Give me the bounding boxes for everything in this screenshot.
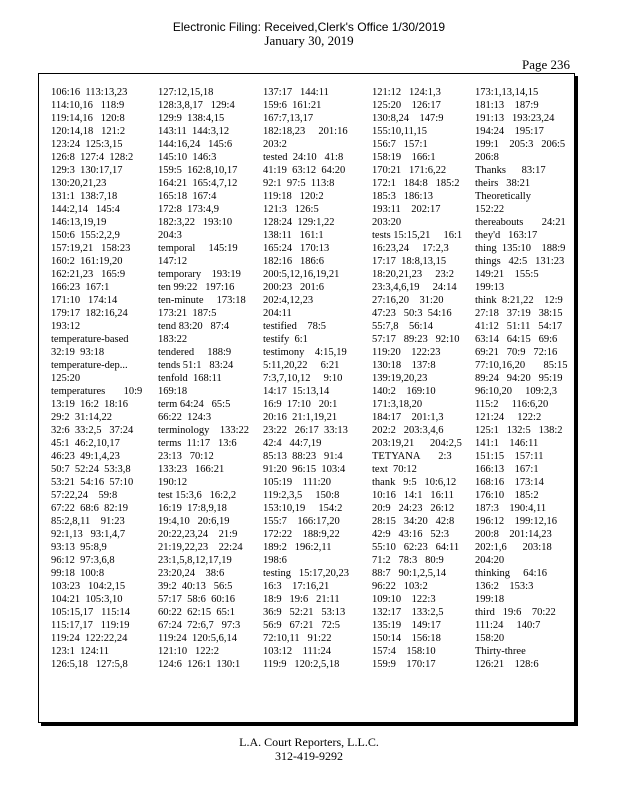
index-entry: 204:11 xyxy=(263,308,292,319)
index-entry: 169:18 xyxy=(158,386,188,397)
index-entry: tested 24:10 41:8 xyxy=(263,152,344,163)
index-entry: 92:1,13 93:1,4,7 xyxy=(51,529,126,540)
index-entry: terminology 133:22 xyxy=(158,425,249,436)
index-entry: 57:17 89:23 92:10 xyxy=(372,334,460,345)
filing-date-line: January 30, 2019 xyxy=(264,33,354,48)
index-entry: 121:24 122:2 xyxy=(475,412,542,423)
index-entry: 206:8 xyxy=(475,152,499,163)
index-entry: 158:19 166:1 xyxy=(372,152,436,163)
index-entry: 144:2,14 145:4 xyxy=(51,204,120,215)
index-entry: 147:12 xyxy=(158,256,188,267)
index-entry: TETYANA 2:3 xyxy=(372,451,452,462)
index-entry: 121:12 124:1,3 xyxy=(372,87,441,98)
index-entry: 143:11 144:3,12 xyxy=(158,126,230,137)
footer-company: L.A. Court Reporters, L.L.C. xyxy=(239,735,379,749)
index-entry: 191:13 193:23,24 xyxy=(475,113,555,124)
index-entry: 56:9 67:21 72:5 xyxy=(263,620,341,631)
index-entry: 71:2 78:3 80:9 xyxy=(372,555,444,566)
index-entry: 130:18 137:8 xyxy=(372,360,436,371)
index-entry: tests 15:15,21 16:1 xyxy=(372,230,463,241)
index-entry: 144:16,24 145:6 xyxy=(158,139,233,150)
index-entry: 172:8 173:4,9 xyxy=(158,204,219,215)
index-entry: testified 78:5 xyxy=(263,321,326,332)
index-entry: 160:2 161:19,20 xyxy=(51,256,123,267)
index-entry: text 70:12 xyxy=(372,464,417,475)
index-entry: testify 6:1 xyxy=(263,334,308,345)
index-entry: 32:19 93:18 xyxy=(51,347,105,358)
index-entry: ten-minute 173:18 xyxy=(158,295,246,306)
index-entry: 36:9 52:21 53:13 xyxy=(263,607,346,618)
index-entry: 13:19 16:2 18:16 xyxy=(51,399,129,410)
index-entry: 18:20,21,23 23:2 xyxy=(372,269,454,280)
index-entry: 46:23 49:1,4,23 xyxy=(51,451,120,462)
index-entry: 170:21 171:6,22 xyxy=(372,165,447,176)
index-entry: 153:10,19 154:2 xyxy=(263,503,343,514)
index-entry: 88:7 90:1,2,5,14 xyxy=(372,568,447,579)
index-entry: 140:2 169:10 xyxy=(372,386,436,397)
index-entry: 162:21,23 165:9 xyxy=(51,269,126,280)
index-entry: 96:10,20 109:2,3 xyxy=(475,386,557,397)
index-entry: 23:13 70:12 xyxy=(158,451,214,462)
index-column-3 xyxy=(263,86,367,716)
index-entry: temporal 145:19 xyxy=(158,243,238,254)
index-entry: 194:24 195:17 xyxy=(475,126,544,137)
index-entry: 50:7 52:24 53:3,8 xyxy=(51,464,131,475)
index-entry: 16:19 17:8,9,18 xyxy=(158,503,227,514)
index-entry: theirs 38:21 xyxy=(475,178,531,189)
index-entry: 119:24 122:22,24 xyxy=(51,633,128,644)
index-entry: 167:7,13,17 xyxy=(263,113,314,124)
index-entry: 42:4 44:7,19 xyxy=(263,438,322,449)
index-entry: 67:24 72:6,7 97:3 xyxy=(158,620,241,631)
index-entry: 126:8 127:4 128:2 xyxy=(51,152,134,163)
index-entry: tendered 188:9 xyxy=(158,347,232,358)
index-entry: Thanks 83:17 xyxy=(475,165,546,176)
index-entry: 173:1,13,14,15 xyxy=(475,87,539,98)
index-entry: 119:24 120:5,6,14 xyxy=(158,633,237,644)
index-box xyxy=(38,73,575,723)
index-entry: 72:10,11 91:22 xyxy=(263,633,332,644)
index-entry: 91:20 96:15 103:4 xyxy=(263,464,346,475)
index-entry: 63:14 64:15 69:6 xyxy=(475,334,558,345)
index-entry: 129:3 130:17,17 xyxy=(51,165,123,176)
index-entry: thing 135:10 188:9 xyxy=(475,243,566,254)
index-entry: 158:20 xyxy=(475,633,505,644)
page-number: Page 236 xyxy=(521,57,570,72)
index-entry: testimony 4:15,19 xyxy=(263,347,347,358)
index-entry: 115:2 116:6,20 xyxy=(475,399,549,410)
filing-header xyxy=(0,20,618,48)
index-entry: 29:2 31:14,22 xyxy=(51,412,112,423)
index-entry: 105:15,17 115:14 xyxy=(51,607,130,618)
index-entry: 203:20 xyxy=(372,217,402,228)
index-entry: ten 99:22 197:16 xyxy=(158,282,235,293)
index-entry: 152:22 xyxy=(475,204,505,215)
index-entry: 14:17 15:13,14 xyxy=(263,386,330,397)
index-entry: 45:1 46:2,10,17 xyxy=(51,438,120,449)
index-entry: 150:14 156:18 xyxy=(372,633,441,644)
index-entry: 130:8,24 147:9 xyxy=(372,113,444,124)
index-entry: 155:7 166:17,20 xyxy=(263,516,340,527)
index-column-1 xyxy=(51,86,145,716)
index-entry: 183:22 xyxy=(158,334,188,345)
index-entry: 193:11 202:17 xyxy=(372,204,441,215)
index-entry: term 64:24 65:5 xyxy=(158,399,231,410)
index-entry: third 19:6 70:22 xyxy=(475,607,556,618)
index-entry: 105:19 111:20 xyxy=(263,477,332,488)
index-entry: 128:3,8,17 129:4 xyxy=(158,100,235,111)
index-entry: 127:12,15,18 xyxy=(158,87,214,98)
index-entry: 168:16 173:14 xyxy=(475,477,544,488)
index-entry: 132:17 133:2,5 xyxy=(372,607,444,618)
index-entry: 96:12 97:3,6,8 xyxy=(51,555,115,566)
index-entry: 85:13 88:23 91:4 xyxy=(263,451,343,462)
index-entry: tenfold 168:11 xyxy=(158,373,222,384)
index-entry: 109:10 122:3 xyxy=(372,594,436,605)
index-entry: 55:10 62:23 64:11 xyxy=(372,542,460,553)
index-entry: 121:3 126:5 xyxy=(263,204,319,215)
index-entry: 164:21 165:4,7,12 xyxy=(158,178,238,189)
index-entry: 99:18 100:8 xyxy=(51,568,105,579)
index-entry: test 15:3,6 16:2,2 xyxy=(158,490,237,501)
index-entry: 135:19 149:17 xyxy=(372,620,441,631)
index-entry: 150:6 155:2,2,9 xyxy=(51,230,120,241)
index-entry: 125:20 126:17 xyxy=(372,100,441,111)
index-entry: terms 11:17 13:6 xyxy=(158,438,237,449)
index-entry: 203:19,21 204:2,5 xyxy=(372,438,462,449)
index-entry: 89:24 94:20 95:19 xyxy=(475,373,563,384)
index-entry: 138:11 161:1 xyxy=(263,230,324,241)
index-entry: 66:22 124:3 xyxy=(158,412,212,423)
index-entry: Theoretically xyxy=(475,191,531,202)
index-entry: 67:22 68:6 82:19 xyxy=(51,503,129,514)
index-entry: 131:1 138:7,18 xyxy=(51,191,118,202)
index-entry: 182:16 186:6 xyxy=(263,256,324,267)
index-entry: 200:8 201:14,23 xyxy=(475,529,552,540)
index-entry: 103:12 111:24 xyxy=(263,646,332,657)
index-entry: 85:2,8,11 91:23 xyxy=(51,516,125,527)
index-entry: 204:3 xyxy=(158,230,182,241)
index-entry: 5:11,20,22 6:21 xyxy=(263,360,340,371)
index-entry: 176:10 185:2 xyxy=(475,490,539,501)
index-entry: 137:17 144:11 xyxy=(263,87,329,98)
index-entry: thereabouts 24:21 xyxy=(475,217,566,228)
index-entry: 41:12 51:11 54:17 xyxy=(475,321,563,332)
index-entry: 16:3 17:16,21 xyxy=(263,581,330,592)
index-entry: temperatures 10:9 xyxy=(51,386,143,397)
index-entry: temporary 193:19 xyxy=(158,269,241,280)
index-entry: 165:18 167:4 xyxy=(158,191,217,202)
index-entry: 199:1 205:3 206:5 xyxy=(475,139,566,150)
index-entry: they'd 163:17 xyxy=(475,230,538,241)
index-entry: 139:19,20,23 xyxy=(372,373,428,384)
index-entry: 199:13 xyxy=(475,282,505,293)
index-entry: 198:6 xyxy=(263,555,287,566)
index-entry: think 8:21,22 12:9 xyxy=(475,295,563,306)
index-entry: 103:23 104:2,15 xyxy=(51,581,126,592)
index-entry: 47:23 50:3 54:16 xyxy=(372,308,452,319)
index-entry: 156:7 157:1 xyxy=(372,139,428,150)
index-entry: 202:2 203:3,4,6 xyxy=(372,425,444,436)
index-entry: 204:20 xyxy=(475,555,505,566)
index-entry: 23:20,24 38:6 xyxy=(158,568,225,579)
index-entry: 10:16 14:1 16:11 xyxy=(372,490,454,501)
index-entry: 16:23,24 17:2,3 xyxy=(372,243,449,254)
index-entry: 157:4 158:10 xyxy=(372,646,436,657)
index-entry: 60:22 62:15 65:1 xyxy=(158,607,236,618)
index-entry: 119:14,16 120:8 xyxy=(51,113,125,124)
index-entry: 27:18 37:19 38:15 xyxy=(475,308,563,319)
index-entry: 172:1 184:8 185:2 xyxy=(372,178,460,189)
index-entry: 184:17 201:1,3 xyxy=(372,412,444,423)
index-entry: 157:19,21 158:23 xyxy=(51,243,131,254)
index-entry: 130:20,21,23 xyxy=(51,178,107,189)
index-entry: 55:7,8 56:14 xyxy=(372,321,433,332)
index-entry: 23:3,4,6,19 24:14 xyxy=(372,282,457,293)
index-entry: 119:20 122:23 xyxy=(372,347,441,358)
index-entry: 200:23 201:6 xyxy=(263,282,324,293)
index-entry: 77:10,16,20 85:15 xyxy=(475,360,568,371)
index-entry: 17:17 18:8,13,15 xyxy=(372,256,447,267)
index-entry: 146:13,19,19 xyxy=(51,217,107,228)
index-entry: temperature-based xyxy=(51,334,129,345)
index-entry: 93:13 95:8,9 xyxy=(51,542,107,553)
index-entry: 196:12 199:12,16 xyxy=(475,516,557,527)
index-entry: 190:12 xyxy=(158,477,188,488)
index-entry: 187:3 190:4,11 xyxy=(475,503,547,514)
index-entry: 199:18 xyxy=(475,594,505,605)
index-entry: 21:19,22,23 22:24 xyxy=(158,542,243,553)
index-entry: 32:6 33:2,5 37:24 xyxy=(51,425,134,436)
index-entry: 120:14,18 121:2 xyxy=(51,126,126,137)
index-entry: 179:17 182:16,24 xyxy=(51,308,128,319)
index-entry: 119:9 120:2,5,18 xyxy=(263,659,340,670)
index-entry: thank 9:5 10:6,12 xyxy=(372,477,457,488)
index-entry: 92:1 97:5 113:8 xyxy=(263,178,335,189)
index-entry: 16:9 17:10 20:1 xyxy=(263,399,338,410)
index-entry: 165:24 170:13 xyxy=(263,243,330,254)
index-entry: 126:21 128:6 xyxy=(475,659,539,670)
index-entry: 39:2 40:13 56:5 xyxy=(158,581,233,592)
index-entry: 159:6 161:21 xyxy=(263,100,322,111)
index-entry: 41:19 63:12 64:20 xyxy=(263,165,346,176)
index-entry: 42:9 43:16 52:3 xyxy=(372,529,450,540)
index-entry: tends 51:1 83:24 xyxy=(158,360,234,371)
index-entry: 159:5 162:8,10,17 xyxy=(158,165,238,176)
index-entry: 20:16 21:1,19,21 xyxy=(263,412,338,423)
index-entry: 20:22,23,24 21:9 xyxy=(158,529,238,540)
index-entry: 171:3,18,20 xyxy=(372,399,423,410)
index-entry: 125:20 xyxy=(51,373,81,384)
index-entry: 126:5,18 127:5,8 xyxy=(51,659,128,670)
index-entry: thinking 64:16 xyxy=(475,568,548,579)
index-entry: 185:3 186:13 xyxy=(372,191,433,202)
index-entry: temperature-dep... xyxy=(51,360,128,371)
index-entry: 173:21 187:5 xyxy=(158,308,217,319)
index-entry: 159:9 170:17 xyxy=(372,659,436,670)
index-entry: 171:10 174:14 xyxy=(51,295,118,306)
index-entry: 151:15 157:11 xyxy=(475,451,544,462)
index-entry: 141:1 146:11 xyxy=(475,438,539,449)
index-entry: 123:1 124:11 xyxy=(51,646,109,657)
index-entry: 121:10 122:2 xyxy=(158,646,219,657)
filing-stamp-line: Electronic Filing: Received,Clerk's Office 1/30/2019 xyxy=(172,20,446,34)
index-entry: 189:2 196:2,11 xyxy=(263,542,332,553)
index-entry: 155:10,11,15 xyxy=(372,126,428,137)
index-entry: 111:24 140:7 xyxy=(475,620,541,631)
index-entry: 145:10 146:3 xyxy=(158,152,217,163)
index-entry: 18:9 19:6 21:11 xyxy=(263,594,340,605)
index-entry: 57:22,24 59:8 xyxy=(51,490,118,501)
index-entry: 182:18,23 201:16 xyxy=(263,126,348,137)
index-entry: 27:16,20 31:20 xyxy=(372,295,444,306)
index-entry: 7:3,7,10,12 9:10 xyxy=(263,373,343,384)
index-entry: 166:13 167:1 xyxy=(475,464,539,475)
index-entry: 202:4,12,23 xyxy=(263,295,314,306)
index-entry: 181:13 187:9 xyxy=(475,100,539,111)
index-entry: 166:23 167:1 xyxy=(51,282,110,293)
index-entry: tend 83:20 87:4 xyxy=(158,321,230,332)
index-entry: Thirty-three xyxy=(475,646,526,657)
index-entry: 53:21 54:16 57:10 xyxy=(51,477,134,488)
index-column-2 xyxy=(158,86,258,716)
footer xyxy=(0,735,618,763)
index-entry: 193:12 xyxy=(51,321,81,332)
index-entry: 133:23 166:21 xyxy=(158,464,225,475)
index-column-5 xyxy=(475,86,573,716)
index-entry: 69:21 70:9 72:16 xyxy=(475,347,558,358)
index-column-4 xyxy=(372,86,476,716)
index-entry: 114:10,16 118:9 xyxy=(51,100,125,111)
index-entry: 172:22 188:9,22 xyxy=(263,529,340,540)
index-entry: 124:6 126:1 130:1 xyxy=(158,659,241,670)
index-entry: 125:1 132:5 138:2 xyxy=(475,425,563,436)
footer-phone: 312-419-9292 xyxy=(275,749,343,763)
index-entry: 149:21 155:5 xyxy=(475,269,539,280)
index-entry: 128:24 129:1,22 xyxy=(263,217,335,228)
index-entry: 106:16 113:13,23 xyxy=(51,87,128,98)
index-entry: 23:1,5,8,12,17,19 xyxy=(158,555,232,566)
index-entry: 104:21 105:3,10 xyxy=(51,594,123,605)
index-entry: 123:24 125:3,15 xyxy=(51,139,123,150)
index-entry: 182:3,22 193:10 xyxy=(158,217,233,228)
index-entry: 136:2 153:3 xyxy=(475,581,534,592)
index-entry: things 42:5 131:23 xyxy=(475,256,565,267)
index-entry: 202:1,6 203:18 xyxy=(475,542,552,553)
index-entry: 19:4,10 20:6,19 xyxy=(158,516,230,527)
index-entry: 129:9 138:4,15 xyxy=(158,113,225,124)
index-entry: 28:15 34:20 42:8 xyxy=(372,516,455,527)
index-entry: 115:17,17 119:19 xyxy=(51,620,130,631)
index-entry: testing 15:17,20,23 xyxy=(263,568,350,579)
index-entry: 23:22 26:17 33:13 xyxy=(263,425,348,436)
index-entry: 20:9 24:23 26:12 xyxy=(372,503,455,514)
index-entry: 57:17 58:6 60:16 xyxy=(158,594,236,605)
index-entry: 119:2,3,5 150:8 xyxy=(263,490,340,501)
index-entry: 119:18 120:2 xyxy=(263,191,324,202)
index-entry: 200:5,12,16,19,21 xyxy=(263,269,340,280)
index-entry: 203:2 xyxy=(263,139,287,150)
index-entry: 96:22 103:2 xyxy=(372,581,428,592)
